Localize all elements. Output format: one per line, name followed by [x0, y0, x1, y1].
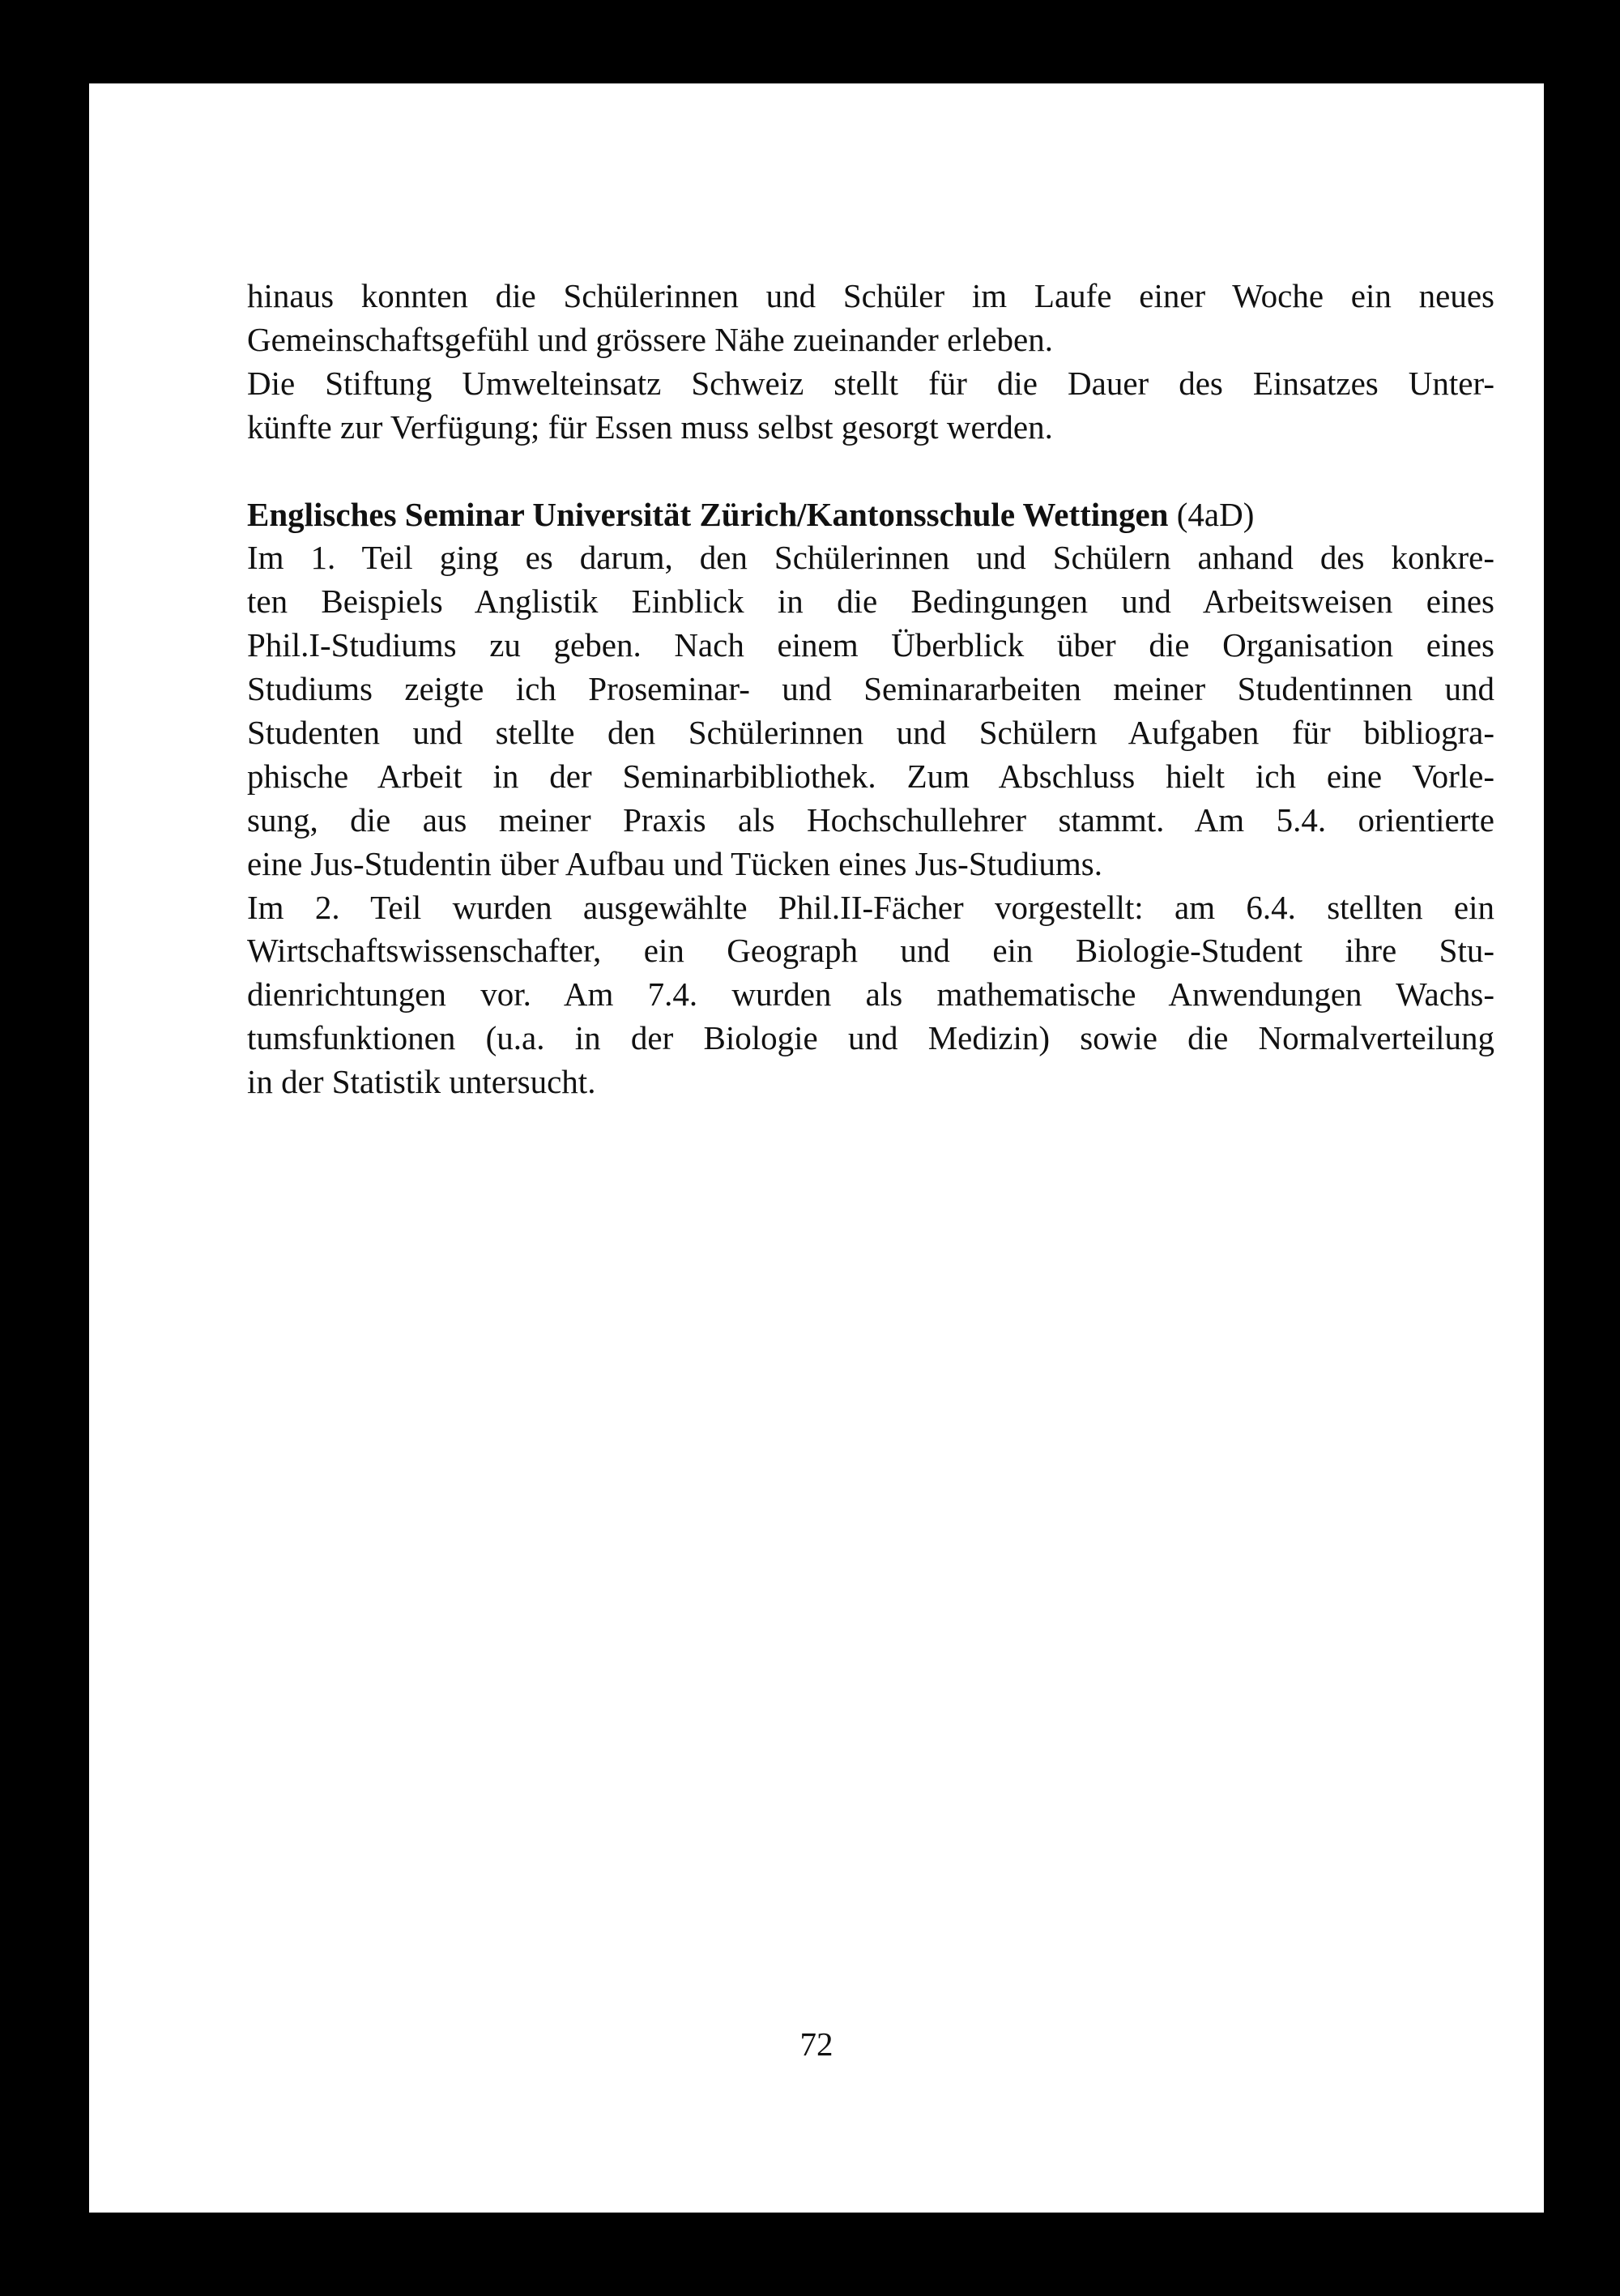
text-line: Im 2. Teil wurden ausgewählte Phil.II-Fächer vorgestellt: am 6.4. stellten ein	[247, 888, 1494, 926]
text-line: hinaus konnten die Schülerinnen und Schüler im Laufe einer Woche ein neues	[247, 277, 1494, 314]
text-line: dienrichtungen vor. Am 7.4. wurden als mathematische Anwendungen Wachs-	[247, 975, 1494, 1014]
text-line: Die Stiftung Umwelteinsatz Schweiz stellt für die Dauer des Einsatzes Unter-	[247, 364, 1494, 402]
section-heading-class: (4aD)	[1168, 495, 1255, 533]
text-line: tumsfunktionen (u.a. in der Biologie und Medizin) sowie die Normalverteilung	[247, 1019, 1494, 1057]
document-page	[89, 83, 1544, 2213]
text-line: eine Jus-Studentin über Aufbau und Tücken eines Jus-Studiums.	[247, 844, 1103, 882]
text-line: Studiums zeigte ich Proseminar- und Seminararbeiten meiner Studentinnen und	[247, 670, 1494, 708]
text-line: in der Statistik untersucht.	[247, 1063, 596, 1101]
text-line: Studenten und stellte den Schülerinnen und Schülern Aufgaben für bibliogra-	[247, 714, 1494, 752]
page-number: 72	[799, 2025, 833, 2063]
text-line: Im 1. Teil ging es darum, den Schülerinnen und Schülern anhand des konkre-	[247, 539, 1494, 577]
text-line: künfte zur Verfügung; für Essen muss selbst gesorgt werden.	[247, 408, 1053, 446]
section-heading	[247, 493, 1494, 537]
text-line: Wirtschaftswissenschafter, ein Geograph und ein Biologie-Student ihre Stu-	[247, 932, 1494, 970]
section-heading-title: Englisches Seminar Universität Zürich/Kantonsschule Wettingen	[247, 495, 1169, 533]
text-line: Gemeinschaftsgefühl und grössere Nähe zueinander erleben.	[247, 320, 1053, 358]
text-line: sung, die aus meiner Praxis als Hochschullehrer stammt. Am 5.4. orientierte	[247, 800, 1494, 839]
body-text	[247, 275, 1494, 1104]
text-line: Phil.I-Studiums zu geben. Nach einem Überblick über die Organisation eines	[247, 626, 1494, 664]
paragraph-gap	[247, 450, 1494, 493]
text-line: ten Beispiels Anglistik Einblick in die Bedingungen und Arbeitsweisen eines	[247, 583, 1494, 621]
text-line: phische Arbeit in der Seminarbibliothek. Zum Abschluss hielt ich eine Vorle-	[247, 757, 1494, 795]
